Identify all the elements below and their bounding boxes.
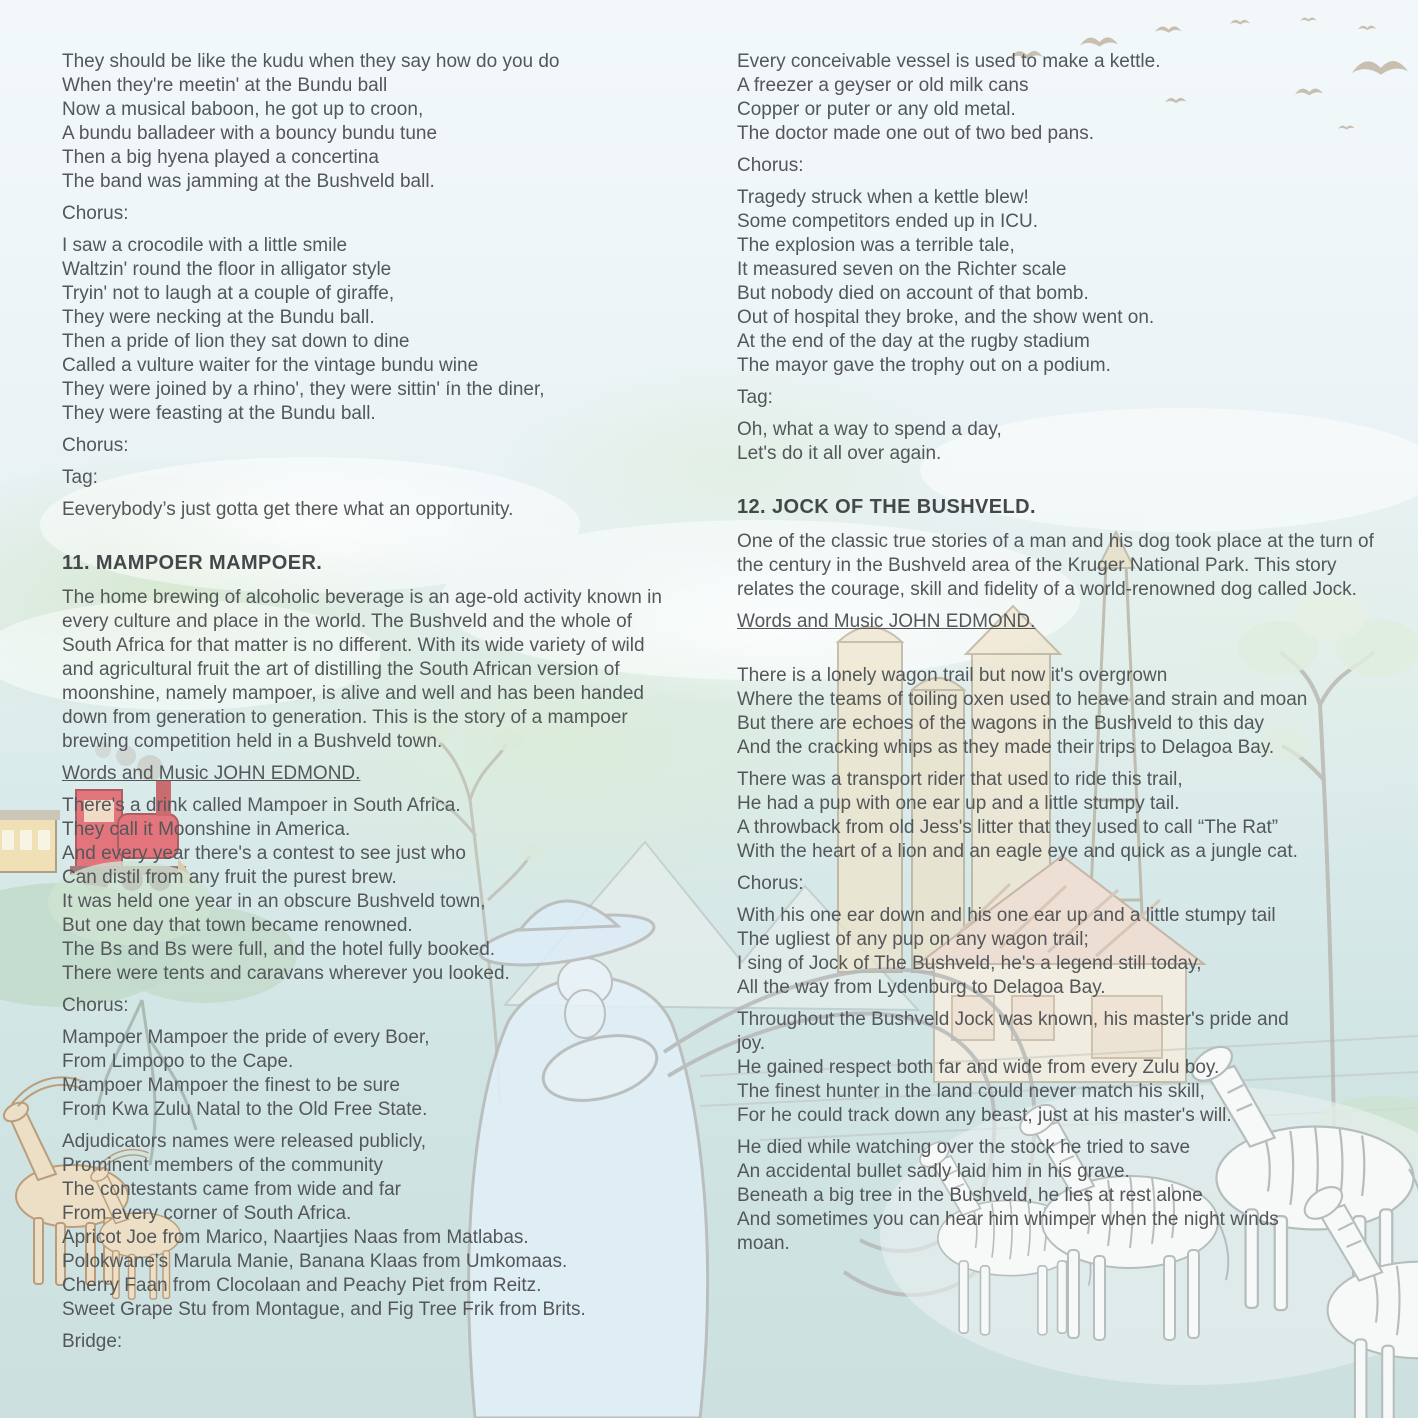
lyric-line: An accidental bullet sadly laid him in his grave. — [737, 1161, 1130, 1182]
song-intro: The home brewing of alcoholic beverage is an age-old activity known in every culture and place in the world. The Bushveld and the whole of South Africa for that matter is no different. With its wide variety of wild and agricultural fruit the art of distilling the South African version of moonshine, namely mampoer, is alive and well and has been handed down from generation to generation. This is the story of a mampoer brewing competition held in a Bushveld town. — [62, 587, 662, 752]
lyric-line: Oh, what a way to spend a day, — [737, 419, 1002, 440]
lyric-line: The explosion was a terrible tale, — [737, 235, 1015, 256]
stanza — [62, 1130, 662, 1322]
lyric-line: A bundu balladeer with a bouncy bundu tune — [62, 123, 438, 144]
section-label: Tag: — [737, 387, 773, 408]
stanza — [62, 498, 662, 522]
stanza — [737, 904, 1377, 1000]
lyric-line: Some competitors ended up in ICU. — [737, 211, 1038, 232]
stanza — [62, 50, 662, 194]
stanza — [737, 418, 1377, 466]
lyric-line: Waltzin' round the floor in alligator style — [62, 259, 392, 280]
lyric-line: Sweet Grape Stu from Montague, and Fig Tree Frik from Brits. — [62, 1299, 586, 1320]
lyric-line: They call it Moonshine in America. — [62, 819, 351, 840]
credits-line: Words and Music JOHN EDMOND. — [62, 763, 361, 784]
lyrics-column-right — [737, 50, 1377, 1264]
lyric-line: Copper or puter or any old metal. — [737, 99, 1016, 120]
lyric-line: Polokwane's Marula Manie, Banana Klaas from Umkomaas. — [62, 1251, 568, 1272]
lyric-line: Now a musical baboon, he got up to croon, — [62, 99, 424, 120]
stanza — [737, 50, 1377, 146]
lyric-line: Can distil from any fruit the purest brew. — [62, 867, 397, 888]
stanza — [62, 794, 662, 986]
lyric-line: It was held one year in an obscure Bushveld town, — [62, 891, 486, 912]
lyric-line: Then a big hyena played a concertina — [62, 147, 379, 168]
lyric-line: The Bs and Bs were full, and the hotel fully booked. — [62, 939, 496, 960]
lyric-line: moan. — [737, 1233, 790, 1254]
lyric-line: But one day that town became renowned. — [62, 915, 413, 936]
lyric-line: The ugliest of any pup on any wagon trail; — [737, 929, 1089, 950]
section-label: Bridge: — [62, 1331, 123, 1352]
lyric-line: There was a transport rider that used to ride this trail, — [737, 769, 1183, 790]
lyric-line: Tragedy struck when a kettle blew! — [737, 187, 1029, 208]
lyric-line: joy. — [737, 1033, 766, 1054]
stanza — [62, 234, 662, 426]
lyric-line: Out of hospital they broke, and the show went on. — [737, 307, 1155, 328]
song-intro: One of the classic true stories of a man and his dog took place at the turn of the century in the Bushveld area of the Kruger National Park. This story relates the courage, skill and fidelity of a world-renowned dog called Jock. — [737, 531, 1374, 600]
stanza — [737, 768, 1377, 864]
lyric-line: I saw a crocodile with a little smile — [62, 235, 348, 256]
lyric-line: The doctor made one out of two bed pans. — [737, 123, 1095, 144]
stanza — [737, 1136, 1377, 1256]
lyric-line: And every year there's a contest to see just who — [62, 843, 466, 864]
stanza — [737, 186, 1377, 378]
lyric-line: Adjudicators names were released publicly, — [62, 1131, 426, 1152]
lyric-line: But there are echoes of the wagons in the Bushveld to this day — [737, 713, 1265, 734]
lyric-line: The finest hunter in the land could never match his skill, — [737, 1081, 1205, 1102]
lyric-line: And sometimes you can hear him whimper when the night winds — [737, 1209, 1279, 1230]
stanza — [737, 664, 1377, 760]
lyric-line: Where the teams of toiling oxen used to heave and strain and moan — [737, 689, 1308, 710]
lyric-line: Throughout the Bushveld Jock was known, his master's pride and — [737, 1009, 1289, 1030]
lyric-line: But nobody died on account of that bomb. — [737, 283, 1089, 304]
lyric-line: He died while watching over the stock he tried to save — [737, 1137, 1191, 1158]
lyric-line: The contestants came from wide and far — [62, 1179, 401, 1200]
lyric-line: It measured seven on the Richter scale — [737, 259, 1067, 280]
song-title: 12. JOCK OF THE BUSHVELD. — [737, 496, 1036, 518]
lyric-line: With his one ear down and his one ear up and a little stumpy tail — [737, 905, 1276, 926]
lyric-line: Eeverybody’s just gotta get there what an opportunity. — [62, 499, 514, 520]
section-label: Chorus: — [62, 435, 129, 456]
stanza — [737, 1008, 1377, 1128]
lyric-line: He gained respect both far and wide from every Zulu boy. — [737, 1057, 1220, 1078]
lyric-line: For he could track down any beast, just at his master's will. — [737, 1105, 1232, 1126]
lyric-line: And the cracking whips as they made their trips to Delagoa Bay. — [737, 737, 1275, 758]
lyric-line: They were necking at the Bundu ball. — [62, 307, 375, 328]
lyric-line: They were feasting at the Bundu ball. — [62, 403, 376, 424]
lyric-line: Cherry Faan from Clocolaan and Peachy Piet from Reitz. — [62, 1275, 542, 1296]
lyric-line: From Kwa Zulu Natal to the Old Free State. — [62, 1099, 428, 1120]
section-label: Chorus: — [62, 203, 129, 224]
lyric-line: From every corner of South Africa. — [62, 1203, 352, 1224]
section-label: Chorus: — [737, 155, 804, 176]
lyric-line: At the end of the day at the rugby stadium — [737, 331, 1090, 352]
lyric-line: There were tents and caravans wherever you looked. — [62, 963, 510, 984]
lyric-line: The mayor gave the trophy out on a podium. — [737, 355, 1111, 376]
section-label: Tag: — [62, 467, 98, 488]
lyric-line: I sing of Jock of The Bushveld, he's a legend still today, — [737, 953, 1202, 974]
lyric-line: Let's do it all over again. — [737, 443, 942, 464]
lyric-line: Prominent members of the community — [62, 1155, 384, 1176]
song-title: 11. MAMPOER MAMPOER. — [62, 552, 323, 574]
lyric-line: Then a pride of lion they sat down to dine — [62, 331, 410, 352]
section-label: Chorus: — [62, 995, 129, 1016]
credits-line: Words and Music JOHN EDMOND. — [737, 611, 1036, 632]
stanza — [62, 1026, 662, 1122]
lyric-line: Every conceivable vessel is used to make a kettle. — [737, 51, 1161, 72]
lyric-line: Mampoer Mampoer the finest to be sure — [62, 1075, 400, 1096]
lyric-line: There is a lonely wagon trail but now it's overgrown — [737, 665, 1168, 686]
lyric-line: From Limpopo to the Cape. — [62, 1051, 294, 1072]
lyric-line: When they're meetin' at the Bundu ball — [62, 75, 388, 96]
lyric-line: He had a pup with one ear up and a little stumpy tail. — [737, 793, 1180, 814]
lyric-line: Apricot Joe from Marico, Naartjies Naas from Matlabas. — [62, 1227, 529, 1248]
lyric-line: A freezer a geyser or old milk cans — [737, 75, 1029, 96]
lyric-line: A throwback from old Jess's litter that they used to call “The Rat” — [737, 817, 1279, 838]
lyric-line: There's a drink called Mampoer in South Africa. — [62, 795, 461, 816]
lyrics-column-left — [62, 50, 662, 1362]
lyric-line: The band was jamming at the Bushveld ball. — [62, 171, 435, 192]
lyric-line: Called a vulture waiter for the vintage bundu wine — [62, 355, 479, 376]
lyric-line: Mampoer Mampoer the pride of every Boer, — [62, 1027, 430, 1048]
lyric-line: Beneath a big tree in the Bushveld, he lies at rest alone — [737, 1185, 1203, 1206]
lyric-line: With the heart of a lion and an eagle eye and quick as a jungle cat. — [737, 841, 1298, 862]
lyric-line: Tryin' not to laugh at a couple of giraffe, — [62, 283, 395, 304]
lyric-line: They were joined by a rhino', they were sittin' ín the diner, — [62, 379, 545, 400]
lyric-line: They should be like the kudu when they say how do you do — [62, 51, 560, 72]
section-label: Chorus: — [737, 873, 804, 894]
lyric-line: All the way from Lydenburg to Delagoa Bay. — [737, 977, 1106, 998]
